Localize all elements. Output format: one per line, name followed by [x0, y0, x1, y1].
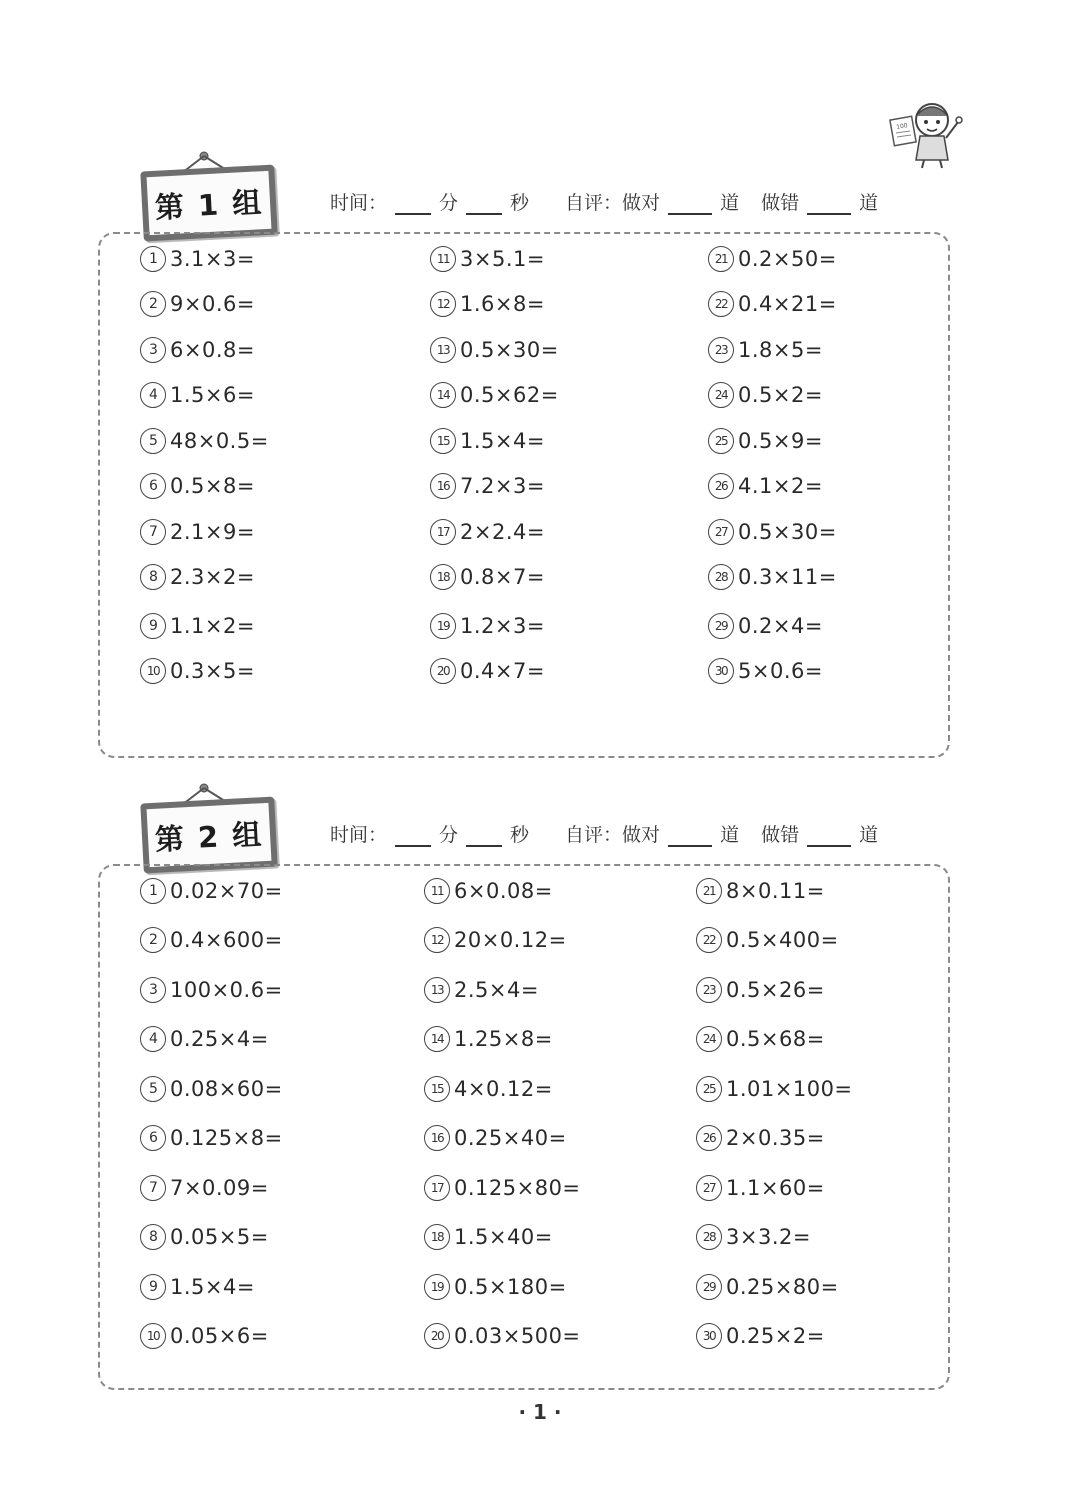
time-label: 时间： [330, 824, 388, 846]
self-eval-label: 自评：做对 [565, 824, 661, 846]
problem-expression: 0.25×80= [726, 1275, 839, 1299]
problem-expression: 1.1×2= [170, 614, 255, 638]
problem-number: 21 [696, 878, 722, 904]
correct-unit-label: 道 [720, 824, 740, 846]
problem-number: 19 [430, 613, 456, 639]
problem-number: 10 [140, 1323, 166, 1349]
wrong-label: 做错 [761, 192, 800, 214]
problem-item [708, 519, 837, 545]
problem-number: 13 [424, 977, 450, 1003]
second-label: 秒 [510, 824, 530, 846]
problem-item [140, 428, 269, 454]
problem-item [430, 564, 545, 590]
problem-expression: 0.3×5= [170, 659, 255, 683]
problem-expression: 6×0.08= [454, 879, 553, 903]
problem-number: 25 [696, 1076, 722, 1102]
problem-number: 21 [708, 246, 734, 272]
problem-expression: 20×0.12= [454, 928, 567, 952]
problem-number: 17 [424, 1175, 450, 1201]
problem-item [140, 1274, 255, 1300]
problem-item [430, 658, 545, 684]
time-label: 时间： [330, 192, 388, 214]
problem-expression: 4.1×2= [738, 474, 823, 498]
problem-expression: 5×0.6= [738, 659, 823, 683]
problem-number: 14 [430, 382, 456, 408]
problem-item [424, 1125, 567, 1151]
problem-number: 30 [696, 1323, 722, 1349]
problem-item [430, 428, 545, 454]
problem-item [430, 291, 545, 317]
problem-expression: 0.05×5= [170, 1225, 269, 1249]
problem-expression: 3×3.2= [726, 1225, 811, 1249]
problem-number: 3 [140, 337, 166, 363]
problem-item [430, 473, 545, 499]
problem-item [708, 382, 823, 408]
problem-item [140, 1224, 269, 1250]
problem-item [140, 1125, 283, 1151]
problem-item [696, 927, 839, 953]
problem-expression: 2×0.35= [726, 1126, 825, 1150]
problem-item [696, 1175, 825, 1201]
problem-expression: 4×0.12= [454, 1077, 553, 1101]
problem-number: 30 [708, 658, 734, 684]
problem-expression: 0.2×50= [738, 247, 837, 271]
group-badge [140, 165, 277, 242]
wrong-blank[interactable] [807, 827, 851, 847]
wrong-blank[interactable] [807, 195, 851, 215]
problem-expression: 0.5×68= [726, 1027, 825, 1051]
problem-item [424, 1076, 553, 1102]
problem-expression: 2×2.4= [460, 520, 545, 544]
problem-number: 15 [430, 428, 456, 454]
problem-number: 5 [140, 1076, 166, 1102]
problem-item [140, 977, 283, 1003]
problem-item [696, 1323, 825, 1349]
problem-expression: 8×0.11= [726, 879, 825, 903]
problem-number: 11 [424, 878, 450, 904]
problem-item [708, 246, 837, 272]
problem-item [708, 428, 823, 454]
minute-label: 分 [439, 192, 459, 214]
problem-expression: 1.6×8= [460, 292, 545, 316]
problem-expression: 1.25×8= [454, 1027, 553, 1051]
problem-number: 20 [424, 1323, 450, 1349]
problem-item [140, 658, 255, 684]
problem-expression: 0.5×9= [738, 429, 823, 453]
self-eval-label: 自评：做对 [565, 192, 661, 214]
problem-number: 9 [140, 1274, 166, 1300]
problem-number: 14 [424, 1026, 450, 1052]
second-label: 秒 [510, 192, 530, 214]
problem-item [708, 291, 837, 317]
problem-item [424, 1323, 581, 1349]
problem-expression: 0.25×2= [726, 1324, 825, 1348]
problem-number: 12 [430, 291, 456, 317]
problem-expression: 1.01×100= [726, 1077, 853, 1101]
problem-expression: 1.5×40= [454, 1225, 553, 1249]
problem-item [140, 927, 283, 953]
problem-item [140, 1076, 283, 1102]
problem-item [430, 613, 545, 639]
problem-item [140, 291, 255, 317]
problem-expression: 0.5×8= [170, 474, 255, 498]
problem-expression: 0.03×500= [454, 1324, 581, 1348]
problem-number: 26 [708, 473, 734, 499]
problem-number: 4 [140, 1026, 166, 1052]
problem-number: 23 [708, 337, 734, 363]
problem-item [140, 473, 255, 499]
problem-expression: 0.4×7= [460, 659, 545, 683]
problem-expression: 48×0.5= [170, 429, 269, 453]
problem-expression: 100×0.6= [170, 978, 283, 1002]
problem-expression: 0.25×40= [454, 1126, 567, 1150]
problem-item [140, 337, 255, 363]
problem-item [696, 977, 825, 1003]
problem-expression: 7.2×3= [460, 474, 545, 498]
second-blank[interactable] [466, 827, 502, 847]
problem-expression: 0.4×600= [170, 928, 283, 952]
problem-item [708, 337, 823, 363]
problem-item [140, 246, 255, 272]
problem-number: 9 [140, 613, 166, 639]
minute-blank[interactable] [395, 195, 431, 215]
problem-number: 4 [140, 382, 166, 408]
problem-expression: 1.8×5= [738, 338, 823, 362]
problem-number: 15 [424, 1076, 450, 1102]
problem-number: 27 [696, 1175, 722, 1201]
group-2-section [0, 782, 1080, 1394]
problem-expression: 0.5×2= [738, 383, 823, 407]
problem-item [140, 564, 255, 590]
problem-expression: 0.5×62= [460, 383, 559, 407]
problem-expression: 0.08×60= [170, 1077, 283, 1101]
problem-item [424, 1026, 553, 1052]
problem-number: 24 [696, 1026, 722, 1052]
problem-number: 22 [696, 927, 722, 953]
problem-expression: 3×5.1= [460, 247, 545, 271]
problem-item [140, 1323, 269, 1349]
problem-number: 16 [424, 1125, 450, 1151]
group-title: 第 2 组 [154, 816, 265, 857]
problem-expression: 0.4×21= [738, 292, 837, 316]
problem-item [430, 337, 559, 363]
problem-number: 19 [424, 1274, 450, 1300]
problem-number: 18 [430, 564, 456, 590]
problem-expression: 1.5×6= [170, 383, 255, 407]
problem-item [140, 519, 255, 545]
problem-number: 10 [140, 658, 166, 684]
problem-item [140, 613, 255, 639]
problem-item [140, 878, 283, 904]
problem-expression: 0.125×80= [454, 1176, 581, 1200]
problem-number: 1 [140, 246, 166, 272]
problem-item [708, 658, 823, 684]
correct-unit-label: 道 [720, 192, 740, 214]
problem-number: 22 [708, 291, 734, 317]
problem-expression: 0.05×6= [170, 1324, 269, 1348]
problem-number: 25 [708, 428, 734, 454]
wrong-unit-label: 道 [859, 824, 879, 846]
problem-number: 1 [140, 878, 166, 904]
group-badge [140, 797, 277, 874]
problem-number: 29 [708, 613, 734, 639]
problem-item [140, 1026, 269, 1052]
problem-expression: 1.2×3= [460, 614, 545, 638]
problem-expression: 1.1×60= [726, 1176, 825, 1200]
problem-number: 26 [696, 1125, 722, 1151]
problem-number: 3 [140, 977, 166, 1003]
problem-item [424, 1175, 581, 1201]
info-line [330, 188, 878, 215]
problem-item [696, 1224, 811, 1250]
problem-expression: 3.1×3= [170, 247, 255, 271]
problem-expression: 0.2×4= [738, 614, 823, 638]
problem-expression: 0.25×4= [170, 1027, 269, 1051]
problem-item [424, 1224, 553, 1250]
wrong-unit-label: 道 [859, 192, 879, 214]
problem-number: 28 [696, 1224, 722, 1250]
problem-number: 12 [424, 927, 450, 953]
problem-item [430, 246, 545, 272]
problem-expression: 0.5×30= [738, 520, 837, 544]
problem-number: 7 [140, 519, 166, 545]
problem-expression: 0.5×30= [460, 338, 559, 362]
problem-item [430, 519, 545, 545]
problem-expression: 0.5×400= [726, 928, 839, 952]
problem-number: 13 [430, 337, 456, 363]
problem-number: 6 [140, 1125, 166, 1151]
problem-item [140, 1175, 269, 1201]
problem-number: 8 [140, 1224, 166, 1250]
problem-number: 29 [696, 1274, 722, 1300]
group-title: 第 1 组 [154, 184, 265, 225]
problem-item [708, 473, 823, 499]
problem-expression: 2.3×2= [170, 565, 255, 589]
problem-number: 8 [140, 564, 166, 590]
problem-expression: 6×0.8= [170, 338, 255, 362]
problem-expression: 0.3×11= [738, 565, 837, 589]
problem-expression: 7×0.09= [170, 1176, 269, 1200]
problem-number: 6 [140, 473, 166, 499]
problem-expression: 2.5×4= [454, 978, 539, 1002]
problem-number: 7 [140, 1175, 166, 1201]
problem-number: 20 [430, 658, 456, 684]
problem-number: 17 [430, 519, 456, 545]
wrong-label: 做错 [761, 824, 800, 846]
minute-blank[interactable] [395, 827, 431, 847]
problem-item [140, 382, 255, 408]
problem-number: 28 [708, 564, 734, 590]
problem-item [696, 1125, 825, 1151]
group-1-section [0, 150, 1080, 762]
minute-label: 分 [439, 824, 459, 846]
problem-expression: 0.5×26= [726, 978, 825, 1002]
problem-number: 18 [424, 1224, 450, 1250]
problem-number: 2 [140, 927, 166, 953]
problem-item [424, 1274, 567, 1300]
correct-blank[interactable] [668, 827, 712, 847]
problem-number: 16 [430, 473, 456, 499]
problem-number: 23 [696, 977, 722, 1003]
problem-expression: 0.02×70= [170, 879, 283, 903]
problem-item [696, 878, 825, 904]
problem-item [708, 564, 837, 590]
problem-item [696, 1026, 825, 1052]
page-number: · 1 · [518, 1400, 562, 1424]
problem-number: 2 [140, 291, 166, 317]
problem-expression: 1.5×4= [460, 429, 545, 453]
correct-blank[interactable] [668, 195, 712, 215]
problem-expression: 2.1×9= [170, 520, 255, 544]
problem-number: 11 [430, 246, 456, 272]
info-line [330, 820, 878, 847]
problem-number: 27 [708, 519, 734, 545]
problem-number: 24 [708, 382, 734, 408]
problem-item [708, 613, 823, 639]
problem-item [424, 977, 539, 1003]
problem-item [696, 1076, 853, 1102]
svg-text:100: 100 [895, 122, 909, 132]
problem-expression: 0.5×180= [454, 1275, 567, 1299]
problem-number: 5 [140, 428, 166, 454]
problem-item [424, 878, 553, 904]
problem-item [696, 1274, 839, 1300]
problem-item [430, 382, 559, 408]
problem-expression: 0.8×7= [460, 565, 545, 589]
problem-expression: 9×0.6= [170, 292, 255, 316]
second-blank[interactable] [466, 195, 502, 215]
problem-expression: 0.125×8= [170, 1126, 283, 1150]
problem-item [424, 927, 567, 953]
problem-expression: 1.5×4= [170, 1275, 255, 1299]
